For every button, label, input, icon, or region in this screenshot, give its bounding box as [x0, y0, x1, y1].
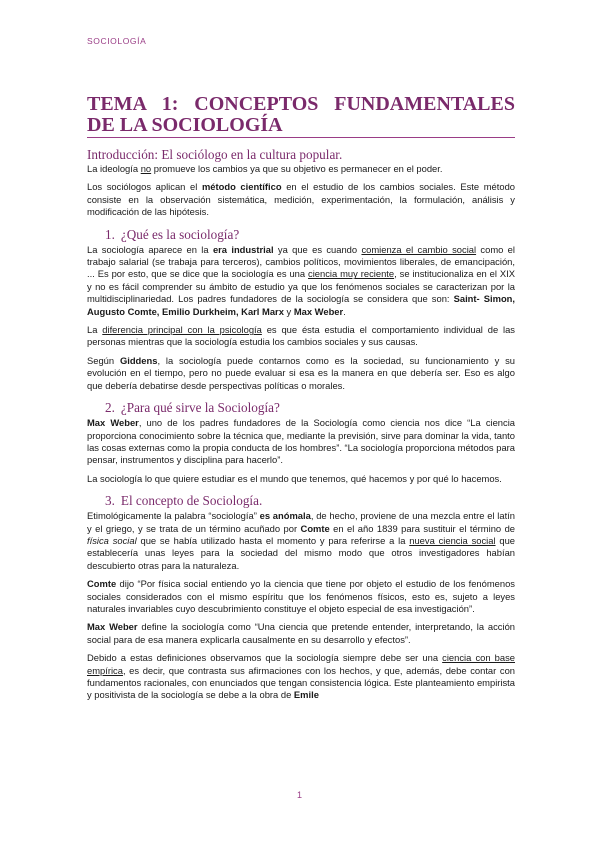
text-run: que se había utilizado hasta el momento y para referirse a la: [136, 534, 410, 546]
text-run: que establecería unas leyes para la sociedad del mismo modo que otros investigadores habían descubierto otras para la naturaleza.: [87, 534, 515, 571]
section-1-paragraph-3: [87, 355, 515, 392]
bold-text: era industrial: [212, 243, 274, 255]
bold-text: Max Weber: [87, 417, 139, 429]
text-run: Etimológicamente la palabra “sociología”: [87, 510, 260, 522]
bold-text: Emile: [293, 689, 319, 701]
intro-paragraph-2: [87, 181, 515, 218]
underlined-text: ciencia muy reciente: [308, 268, 395, 280]
text-run: en el año 1839 para sustituir el término de: [329, 522, 515, 534]
section-title: ¿Qué es la sociología?: [120, 226, 240, 242]
title-line-2: DE LA SOCIOLOGÍA: [87, 114, 283, 136]
section-2-heading: [105, 400, 515, 415]
text-run: La ideología: [87, 163, 141, 174]
text-run: , la sociología puede contarnos como es la sociedad, su funcionamiento y su evolución en el tiempo, pero no puede evaluar si esa es la manera en que debería ser. Eso es algo que debería debatirse desde perspectivas políticas o morales.: [87, 354, 515, 391]
section-1-paragraph-1: [87, 244, 515, 318]
text-run: en el estudio de los cambios sociales. Este método consiste en la observación sistemática, medición, experimentación, la formulación, análisis y modificación de las hipótesis.: [87, 181, 516, 218]
section-number: 2.: [105, 400, 115, 416]
section-1-heading: [105, 227, 515, 242]
text-run: , uno de los padres fundadores de la Sociología como ciencia nos dice “La ciencia proporciona conocimiento sobre la técnica que, mediante la previsión, sirve para dominar la vida, tanto las cosas externas como la propia conducta de los hombres”. “La sociología proporciona métodos para pensar, instrumentos y disciplina para hacerlo”.: [87, 417, 515, 466]
underlined-text: no: [140, 163, 152, 174]
section-2-paragraph-2: La sociología lo que quiere estudiar es el mundo que tenemos, qué hacemos y por qué lo hacemos.: [87, 472, 502, 484]
section-3-paragraph-3: [87, 621, 515, 646]
intro-heading: Introducción: El sociólogo en la cultura popular.: [87, 147, 343, 162]
text-run: es que ésta estudia el comportamiento individual de las personas mientras que la sociología estudia los cambios sociales y sus causas.: [87, 324, 515, 348]
title-divider: [87, 137, 515, 138]
underlined-text: nueva ciencia social: [409, 534, 496, 546]
bold-text: Comte: [300, 522, 330, 534]
underlined-text: diferencia principal con la psicología: [102, 324, 262, 336]
running-header: SOCIOLOGÍA: [87, 36, 147, 46]
document-body: [87, 147, 515, 708]
text-run: dijo “Por física social entiendo yo la ciencia que tiene por objeto el estudio de los fenómenos sociales considerados con el mismo espíritu que los fenómenos físicos, esto es, sujeto a leyes naturales invariables cuyo descubrimiento constituye el objeto especial de esa investigación”.: [87, 578, 515, 614]
section-number: 3.: [105, 493, 115, 509]
bold-text: Giddens: [119, 354, 158, 366]
text-run: , de hecho, proviene de una mezcla entre el latín y el griego, y se trata de un término acuñado por: [87, 510, 516, 534]
section-3-paragraph-2: [87, 578, 515, 615]
text-run: ya que es cuando: [273, 243, 362, 255]
title-line-1: TEMA 1: CONCEPTOS FUNDAMENTALES: [87, 93, 515, 115]
section-1-paragraph-2: [87, 324, 515, 349]
page-title: [87, 94, 515, 136]
section-2-paragraph-1: [87, 417, 515, 467]
underlined-text: ciencia con base empírica: [87, 652, 515, 676]
bold-text: Saint- Simon, Augusto Comte, Emilio Durkheim, Karl Marx: [87, 293, 515, 317]
section-3-paragraph-4: [87, 652, 515, 702]
text-run: Debido a estas definiciones observamos que la sociología siempre debe ser una: [87, 652, 443, 664]
text-run: como el trabajo salarial (se trabaja para terceros), cambios políticos, movimientos liberales, de emancipación, ... Es por esto, que se dice que la sociología es una: [87, 243, 515, 280]
text-run: promueve los cambios ya que su objetivo es permanecer en el poder.: [151, 163, 443, 174]
bold-text: Max Weber: [293, 305, 344, 317]
text-run: define la sociología como “Una ciencia que pretende entender, interpretando, la acción social para de esa manera explicarla causalmente en su desarrollo y efectos”.: [87, 621, 515, 645]
text-run: y: [283, 305, 294, 317]
italic-text: física social: [87, 534, 137, 546]
text-run: , se institucionaliza en el XIX y no es fácil comprender su ámbito de estudio ya que los fenómenos sociales se caracterizan por la multidisciplinariedad. Los padres fundadores de la sociología se considera que son:: [87, 268, 515, 305]
section-title: ¿Para qué sirve la Sociología?: [120, 400, 280, 416]
text-run: La sociología aparece en la: [87, 243, 213, 255]
page-number: 1: [296, 790, 302, 800]
bold-text: es anómala: [259, 510, 311, 522]
section-title: El concepto de Sociología.: [120, 493, 263, 509]
section-3-heading: [105, 493, 515, 508]
text-run: , es decir, que contrasta sus afirmaciones con los hechos, y que, además, debe contar con fundamentos racionales, con enunciados que tengan consistencia lógica. Este planteamiento empirista y positivista de la sociología se debe a la obra de: [87, 664, 515, 701]
section-number: 1.: [105, 226, 115, 242]
bold-text: Comte: [87, 578, 117, 590]
bold-text: método científico: [201, 181, 282, 193]
text-run: .: [343, 305, 346, 317]
intro-paragraph-1: [87, 163, 515, 175]
text-run: Según: [87, 354, 120, 366]
text-run: Los sociólogos aplican el: [87, 181, 202, 193]
section-3-paragraph-1: [87, 510, 515, 572]
text-run: La: [87, 324, 103, 336]
bold-text: Max Weber: [87, 621, 138, 633]
underlined-text: comienza el cambio social: [361, 243, 477, 255]
